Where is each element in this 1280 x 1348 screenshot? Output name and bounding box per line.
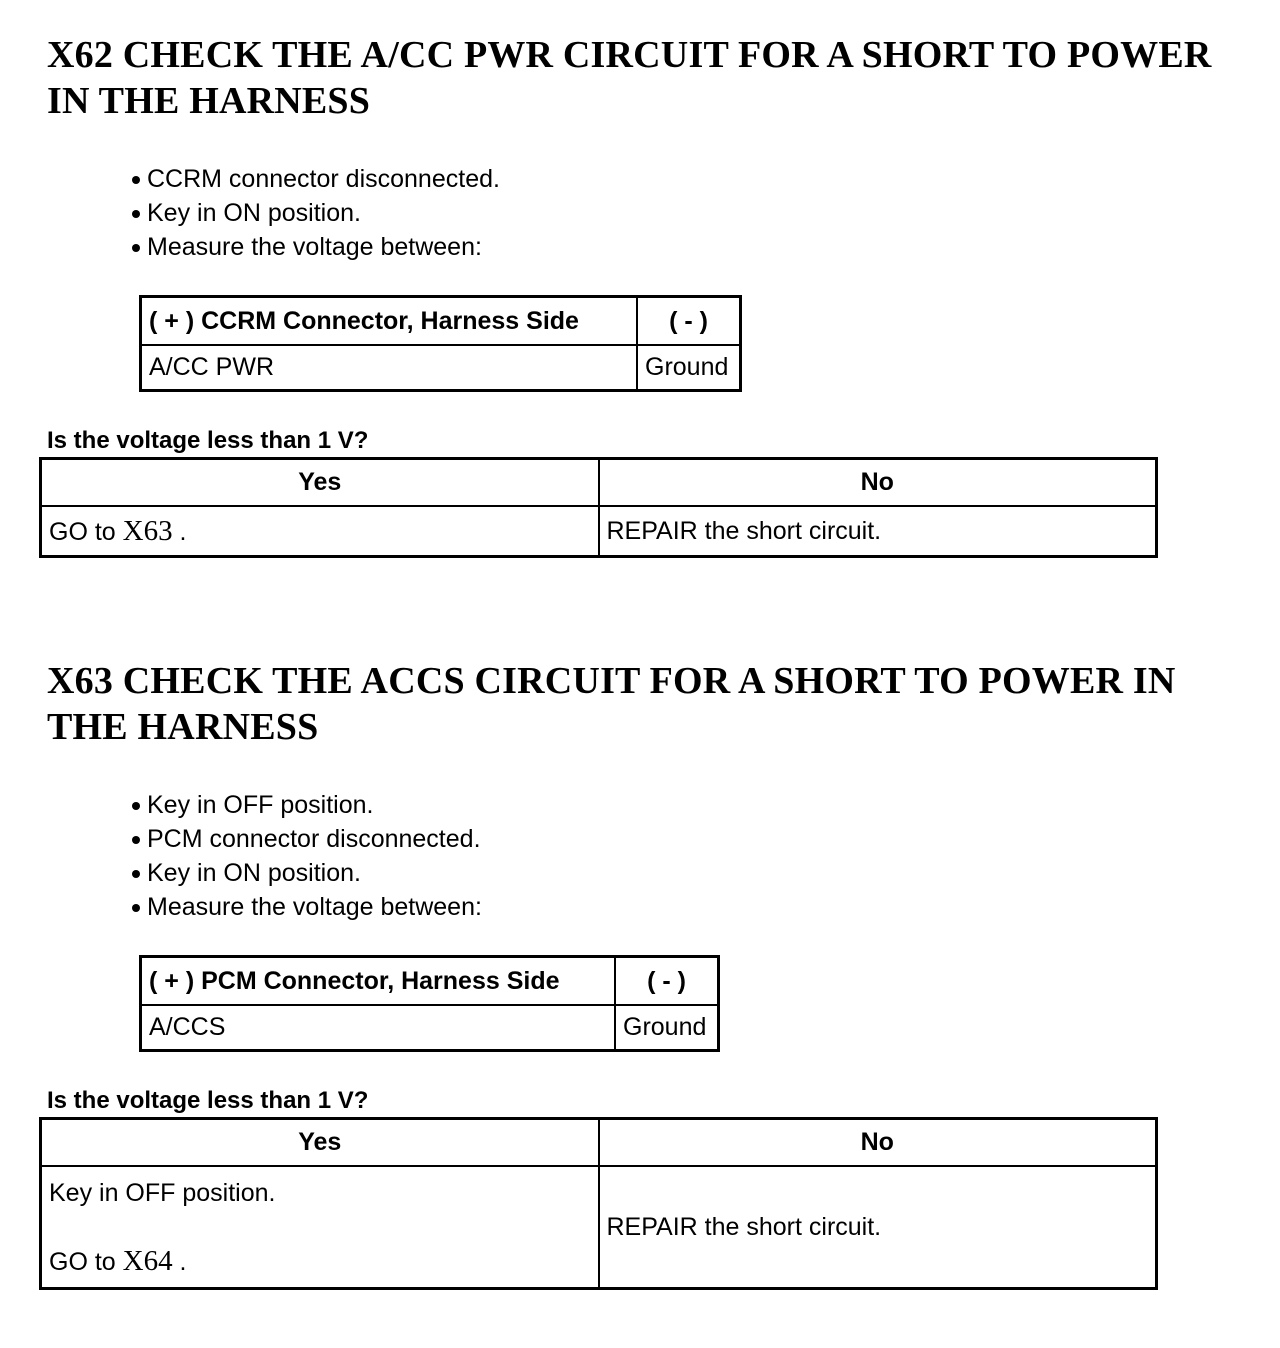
yes-line-2 <box>49 1244 591 1279</box>
section-title-x63: X63 CHECK THE ACCS CIRCUIT FOR A SHORT TO POWER IN THE HARNESS <box>47 660 1176 748</box>
question-x63: Is the voltage less than 1 V? <box>47 1087 369 1114</box>
step-item: PCM connector disconnected. <box>130 822 482 856</box>
step-item: Key in OFF position. <box>130 788 482 822</box>
section-title-x62: X62 CHECK THE A/CC PWR CIRCUIT FOR A SHORT TO POWER IN THE HARNESS <box>47 34 1212 122</box>
step-list-x62 <box>130 162 500 264</box>
no-cell: REPAIR the short circuit. <box>599 506 1157 557</box>
measurement-negative-cell: Ground <box>615 1005 719 1051</box>
no-header: No <box>599 1119 1157 1167</box>
yes-suffix: . <box>179 517 187 546</box>
step-link-x64[interactable]: X64 <box>122 1244 173 1277</box>
step-link-x63[interactable]: X63 <box>122 514 173 547</box>
measurement-positive-cell: A/CC PWR <box>141 345 638 391</box>
measurement-positive-header: ( + ) PCM Connector, Harness Side <box>141 957 616 1006</box>
measurement-table-x62 <box>139 295 742 392</box>
step-item: Key in ON position. <box>130 196 500 230</box>
step-list-x63 <box>130 788 482 924</box>
measurement-negative-header: ( - ) <box>637 297 741 346</box>
step-item: Key in ON position. <box>130 856 482 890</box>
measurement-negative-cell: Ground <box>637 345 741 391</box>
result-table-x62 <box>39 457 1158 558</box>
measurement-positive-cell: A/CCS <box>141 1005 616 1051</box>
yes-cell <box>41 506 599 557</box>
no-cell: REPAIR the short circuit. <box>599 1166 1157 1289</box>
yes-line-1: Key in OFF position. <box>49 1178 276 1207</box>
yes-action-text: GO to <box>49 1247 116 1276</box>
step-item: Measure the voltage between: <box>130 890 482 924</box>
step-item: Measure the voltage between: <box>130 230 500 264</box>
yes-header: Yes <box>41 459 599 507</box>
measurement-table-x63 <box>139 955 720 1052</box>
measurement-positive-header: ( + ) CCRM Connector, Harness Side <box>141 297 638 346</box>
yes-cell <box>41 1166 599 1289</box>
step-item: CCRM connector disconnected. <box>130 162 500 196</box>
yes-action-text: GO to <box>49 517 116 546</box>
no-header: No <box>599 459 1157 507</box>
question-x62: Is the voltage less than 1 V? <box>47 427 369 454</box>
measurement-negative-header: ( - ) <box>615 957 719 1006</box>
yes-header: Yes <box>41 1119 599 1167</box>
yes-suffix: . <box>179 1247 187 1276</box>
result-table-x63 <box>39 1117 1158 1290</box>
